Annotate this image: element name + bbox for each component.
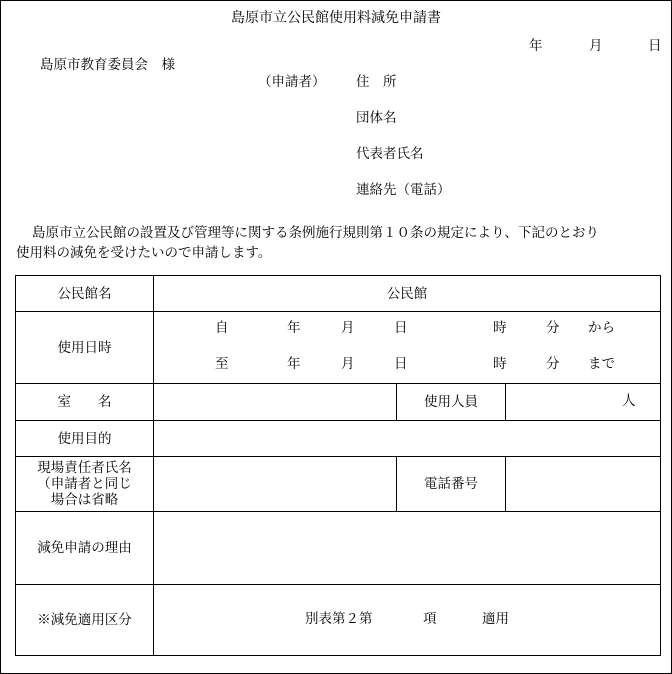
from-month: 月 [341,320,355,336]
applicant-contact-label: 連絡先（電話） [356,182,451,198]
category-text-2: 項 [423,611,437,627]
to-year: 年 [287,356,301,372]
applicant-label: （申請者） [258,74,326,90]
form-title: 島原市立公民館使用料減免申請書 [231,10,441,26]
to-suffix: まで [588,356,615,372]
datetime-label: 使用日時 [57,339,112,356]
applicant-group-label: 団体名 [356,110,397,126]
manager-label [16,457,153,511]
people-unit: 人 [622,393,636,409]
to-day: 日 [394,356,408,372]
to-mark: 至 [215,356,229,372]
applicant-representative-label: 代表者氏名 [356,146,424,162]
reason-label: 減免申請の理由 [37,540,132,556]
from-mark: 自 [215,320,229,336]
intro-paragraph [16,223,656,263]
from-hour: 時 [493,320,507,336]
manager-label-line-2: （申請者と同じ [37,476,132,492]
category-label: ※減免適用区分 [37,612,132,628]
date-year: 年 [529,38,543,54]
date-month: 月 [589,38,603,54]
addressee: 島原市教育委員会 様 [40,57,175,73]
phone-label: 電話番号 [424,476,478,492]
from-suffix: から [588,320,615,336]
applicant-address-label: 住 所 [356,74,397,90]
to-month: 月 [341,356,355,372]
from-day: 日 [394,320,408,336]
to-minute: 分 [546,356,560,372]
intro-line-1: 島原市立公民館の設置及び管理等に関する条例施行規則第１０条の規定により、下記のとおり [32,225,599,241]
from-minute: 分 [546,320,560,336]
facility-label: 公民館名 [57,285,112,302]
intro-line-2: 使用料の減免を受けたいので申請します。 [16,245,272,261]
manager-label-line-1: 現場責任者氏名 [37,460,132,476]
category-text-3: 適用 [482,611,509,627]
facility-value: 公民館 [386,285,428,302]
to-hour: 時 [493,356,507,372]
purpose-label: 使用目的 [57,430,112,447]
people-label: 使用人員 [424,394,478,410]
room-label: 室 名 [57,394,112,410]
category-text-1: 別表第２第 [305,611,373,627]
date-day: 日 [648,38,662,54]
manager-label-line-3: 場合は省略 [50,492,119,508]
from-year: 年 [287,320,301,336]
